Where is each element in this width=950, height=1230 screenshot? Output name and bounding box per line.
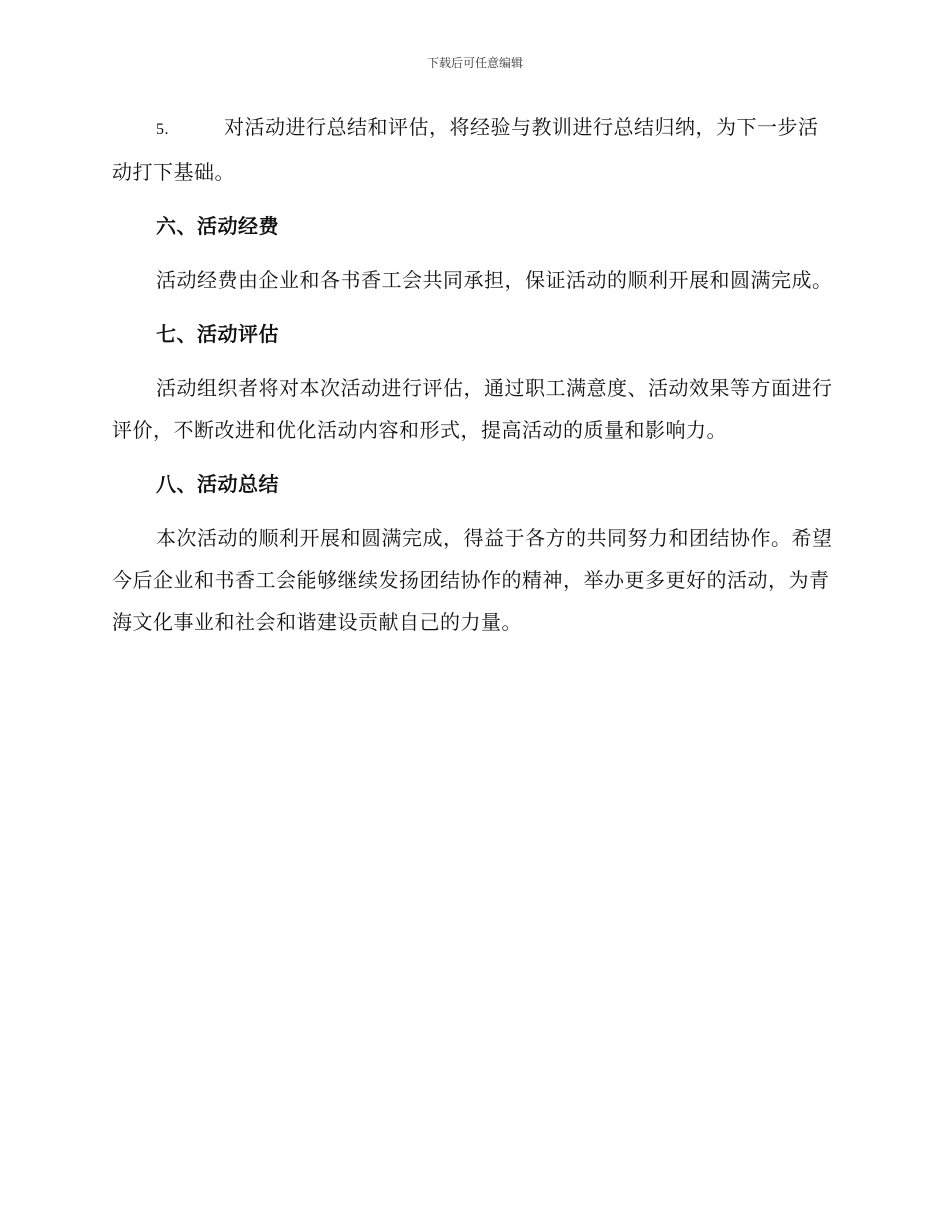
list-item-text: 对活动进行总结和评估，将经验与教训进行总结归纳，为下一步活动打下基础。 xyxy=(112,115,819,184)
section-paragraph-funding: 活动经费由企业和各书香工会共同承担，保证活动的顺利开展和圆满完成。 xyxy=(156,268,833,292)
section-heading-summary: 八、活动总结 xyxy=(156,472,279,496)
section-heading-evaluation: 七、活动评估 xyxy=(156,322,279,346)
page-header: 下载后可任意编辑 xyxy=(426,56,523,70)
section-paragraph-summary: 本次活动的顺利开展和圆满完成，得益于各方的共同努力和团结协作。希望今后企业和书香工会能够继续发扬团结协作的精神，举办更多更好的活动，为青海文化事业和社会和谐建设贡献自己的力量。 xyxy=(112,526,833,634)
section-heading-funding: 六、活动经费 xyxy=(156,214,279,238)
document-body xyxy=(112,106,834,655)
section-paragraph-evaluation: 活动组织者将对本次活动进行评估，通过职工满意度、活动效果等方面进行评价，不断改进和优化活动内容和形式，提高活动的质量和影响力。 xyxy=(112,376,833,442)
list-item-number: 5. xyxy=(156,121,169,138)
list-item-5 xyxy=(112,106,834,193)
